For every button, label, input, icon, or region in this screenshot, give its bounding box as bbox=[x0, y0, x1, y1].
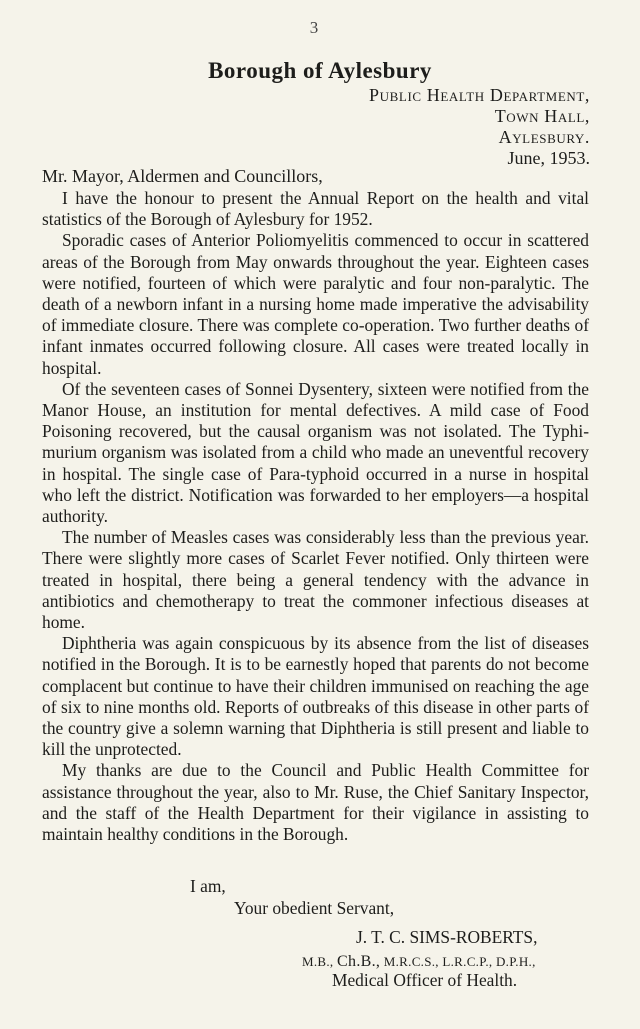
letter-date: June, 1953. bbox=[507, 148, 590, 168]
salutation: Mr. Mayor, Aldermen and Councillors, bbox=[42, 166, 323, 186]
paragraph-poliomyelitis: Sporadic cases of Anterior Poliomyelitis commenced to occur in scattered areas of the Borough from May onwards throughout the year. Eighteen cases were notified, fourteen of which were paralytic and four non-paralytic. The death of a newborn infant in a nursing home made imperative the advisability of immediate closure. There was complete co-operation. Two further deaths of infant inmates occurred following closure. All cases were treated locally in hospital. bbox=[42, 230, 589, 378]
closing-servant: Your obedient Servant, bbox=[234, 898, 395, 918]
page-title: Borough of Aylesbury bbox=[208, 58, 432, 83]
degree-others: M.R.C.S., L.R.C.P., D.P.H., bbox=[383, 954, 536, 969]
paragraph-measles: The number of Measles cases was considerably less than the previous year. There were slightly more cases of Scarlet Fever notified. Only thirteen were treated in hospital, there being a general tendency with the advance in antibiotics and chemotherapy to treat the commoner infectious diseases at home. bbox=[42, 527, 589, 633]
paragraph-dysentery: Of the seventeen cases of Sonnei Dysentery, sixteen were notified from the Manor House, an institution for mental defectives. A mild case of Food Poisoning recovered, but the causal organism was not isolated. The Typhi-murium organism was isolated from a child who made an uneventful recovery in hospital. The single case of Para-typhoid occurred in a nurse in hospital who left the district. Notification was forwarded to her employers—a hospital authority. bbox=[42, 378, 589, 527]
sender-address bbox=[300, 85, 590, 169]
paragraph-diphtheria: Diphtheria was again conspicuous by its absence from the list of diseases notified in the Borough. It is to be earnestly hoped that parents do not become complacent but continue to have their children immunised on reaching the age of six to nine months old. Reports of outbreaks of this disease in other parts of the country give a solemn warning that Diphtheria is still present and liable to kill the unprotected. bbox=[42, 633, 589, 760]
paragraph-introduction: I have the honour to present the Annual Report on the health and vital statistics of the Borough of Aylesbury for 1952. bbox=[42, 188, 589, 230]
signatory-title: Medical Officer of Health. bbox=[332, 970, 518, 990]
letter-body bbox=[42, 188, 589, 845]
address-line-department: Public Health Department, bbox=[369, 85, 590, 105]
closing-i-am: I am, bbox=[190, 876, 226, 896]
page-number: 3 bbox=[309, 18, 319, 37]
degree-mb: M.B., bbox=[302, 954, 334, 969]
address-line-town: Aylesbury. bbox=[498, 127, 590, 147]
degree-chb: Ch.B., bbox=[337, 953, 381, 970]
address-line-town-hall: Town Hall, bbox=[494, 106, 590, 126]
signatory-name: J. T. C. SIMS-ROBERTS, bbox=[356, 927, 538, 947]
paragraph-thanks: My thanks are due to the Council and Public Health Committee for assistance throughout the year, also to Mr. Ruse, the Chief Sanitary Inspector, and the staff of the Health Department for their vigilance in assisting to maintain healthy conditions in the Borough. bbox=[42, 760, 589, 845]
